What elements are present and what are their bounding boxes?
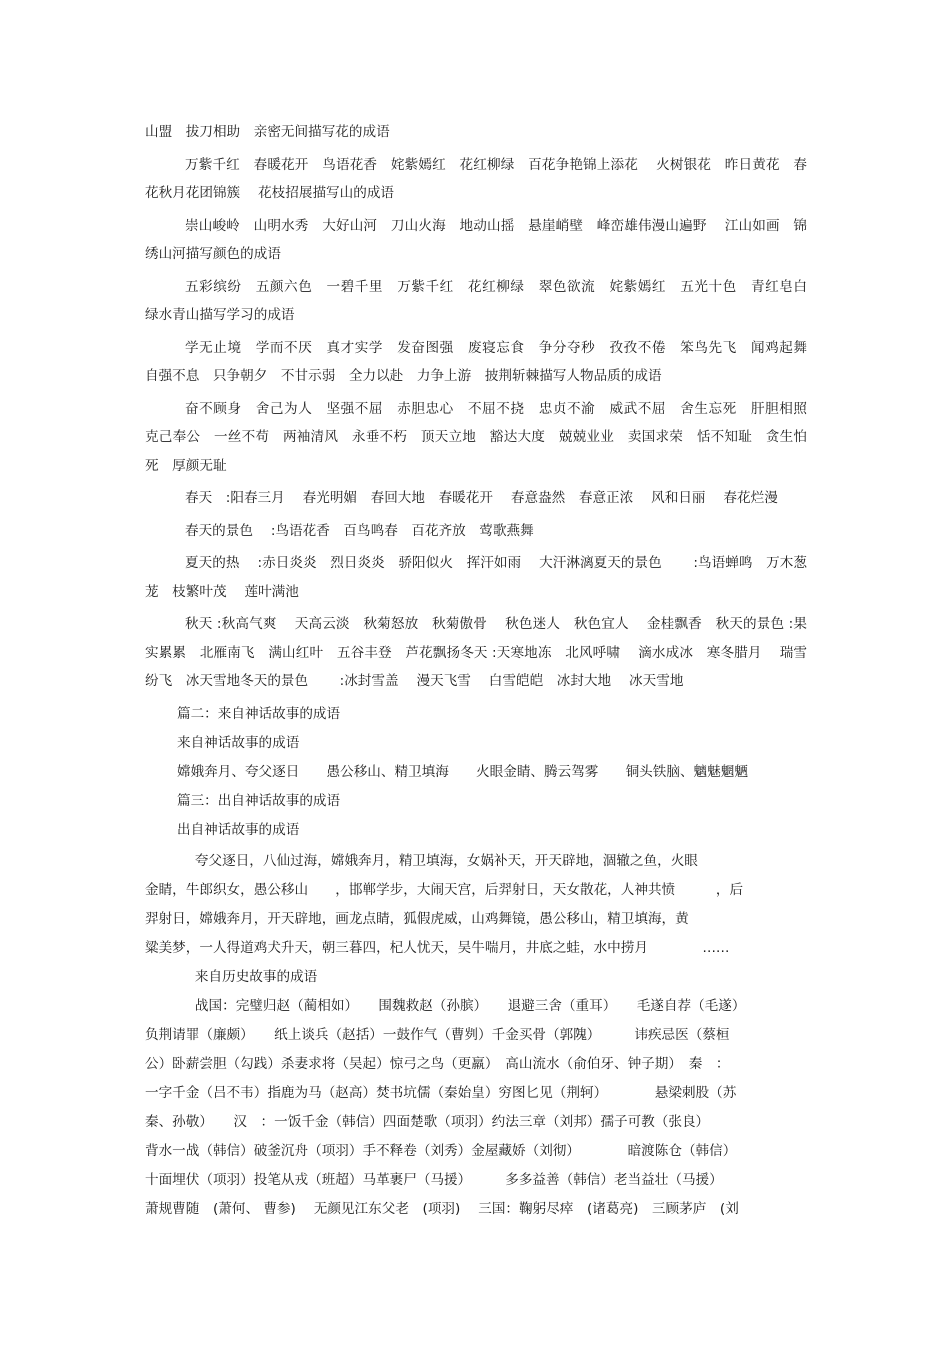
history-line: 负荆请罪（廉颇） 纸上谈兵（赵括）一鼓作气（曹刿）千金买骨（郭隗） 讳疾忌医（蔡桓 [145, 1026, 730, 1043]
history-line: 背水一战（韩信）破釜沉舟（项羽）手不释卷（刘秀）金屋藏娇（刘彻） 暗渡陈仓（韩信） [145, 1142, 737, 1159]
subheading-myth-origin: 出自神话故事的成语 [177, 821, 300, 838]
myth-line: 粱美梦，一人得道鸡犬升天，朝三暮四，杞人忧天，吴牛喘月，井底之蛙，水中捞月 …… [145, 939, 730, 956]
history-line: 公）卧薪尝胆（勾践）杀妻求将（吴起）惊弓之鸟（更羸） 高山流水（俞伯牙、钟子期） 秦 ： [145, 1055, 730, 1072]
paragraph-flowers: 万紫千红 春暖花开 鸟语花香 姹紫嫣红 花红柳绿 百花争艳锦上添花 火树银花 昨日黄花 春花秋月花团锦簇 花枝招展描写山的成语 [145, 156, 807, 201]
history-line: 十面埋伏（项羽）投笔从戎（班超）马革裹尸（马援） 多多益善（韩信）老当益壮（马援） [145, 1171, 723, 1188]
history-heading: 来自历史故事的成语 [177, 968, 318, 985]
paragraph-summer: 夏天的热 :赤日炎炎 烈日炎炎 骄阳似火 挥汗如雨 大汗淋漓夏天的景色 :鸟语蝉鸣 万木葱茏 枝繁叶茂 莲叶满池 [145, 555, 807, 600]
paragraph-learning: 学无止境 学而不厌 真才实学 发奋图强 废寝忘食 争分夺秒 孜孜不倦 笨鸟先飞 闻鸡起舞 自强不息 只争朝夕 不甘示弱 全力以赴 力争上游 披荆斩棘描写人物品质的成语 [145, 339, 821, 384]
section-heading-part3: 篇三：出自神话故事的成语 [177, 792, 341, 809]
history-line: 萧规曹随 (萧何、 曹参) 无颜见江东父老 (项羽) 三国：鞠躬尽瘁 (诸葛亮) 三顾茅庐 (刘 [145, 1200, 739, 1217]
paragraph-colors: 五彩缤纷 五颜六色 一碧千里 万紫千红 花红柳绿 翠色欲流 姹紫嫣红 五光十色 青红皂白 绿水青山描写学习的成语 [145, 278, 821, 323]
document-page [145, 118, 821, 1224]
myth-line: 夸父逐日，八仙过海，嫦娥奔月，精卫填海，女娲补天，开天辟地，涸辙之鱼，火眼 [177, 852, 698, 869]
subheading-myth: 来自神话故事的成语 [177, 734, 300, 751]
myth-line: 金睛，牛郎织女，愚公移山 ，邯郸学步，大闹天宫，后羿射日，天女散花，人神共愤 ，后 [145, 881, 744, 898]
paragraph-mountains: 崇山峻岭 山明水秀 大好山河 刀山火海 地动山摇 悬崖峭壁 峰峦雄伟漫山遍野 江山如画 锦绣山河描写颜色的成语 [145, 217, 807, 262]
history-line: 秦、孙敬） 汉 ：一饭千金（韩信）四面楚歌（项羽）约法三章（刘邦）孺子可教（张良） [145, 1113, 710, 1130]
paragraph-mountain-flowers: 山盟 拔刀相助 亲密无间描写花的成语 [145, 124, 390, 140]
history-line: 战国：完璧归赵（蔺相如） 围魏救赵（孙膑） 退避三舍（重耳） 毛遂自荐（毛遂） [177, 997, 746, 1014]
myth-idioms-list: 嫦娥奔月、夸父逐日 愚公移山、精卫填海 火眼金睛、腾云驾雾 铜头铁脑、魑魅魍魉 [177, 763, 748, 780]
paragraph-spring: 春天 :阳春三月 春光明媚 春回大地 春暖花开 春意盎然 春意正浓 风和日丽 春花烂漫 [185, 490, 778, 506]
myth-line: 羿射日，嫦娥奔月，开天辟地，画龙点睛，狐假虎威，山鸡舞镜，愚公移山，精卫填海，黄 [145, 910, 689, 927]
paragraph-character: 奋不顾身 舍己为人 坚强不屈 赤胆忠心 不屈不挠 忠贞不渝 威武不屈 舍生忘死 肝胆相照 克己奉公 一丝不苟 两袖清风 永垂不朽 顶天立地 豁达大度 兢兢业业 卖国求荣 恬不知耻 贪生怕死 厚颜无耻 [145, 400, 821, 474]
paragraph-spring-scenery: 春天的景色 :鸟语花香 百鸟鸣春 百花齐放 莺歌燕舞 [185, 522, 534, 539]
history-line: 一字千金（吕不韦）指鹿为马（赵高）焚书坑儒（秦始皇）穷图匕见（荆轲） 悬梁刺股（苏 [145, 1084, 737, 1101]
paragraph-autumn-winter: 秋天 :秋高气爽 天高云淡 秋菊怒放 秋菊傲骨 秋色迷人 秋色宜人 金桂飘香 秋天的景色 :果实累累 北雁南飞 满山红叶 五谷丰登 芦花飘扬冬天 :天寒地冻 北风呼啸 滴水成冰 寒冬腊月 瑞雪纷飞 冰天雪地冬天的景色 :冰封雪盖 漫天飞雪 白雪皑皑 冰封大地 冰天雪地 [145, 616, 807, 689]
section-heading-part2: 篇二：来自神话故事的成语 [177, 705, 341, 722]
